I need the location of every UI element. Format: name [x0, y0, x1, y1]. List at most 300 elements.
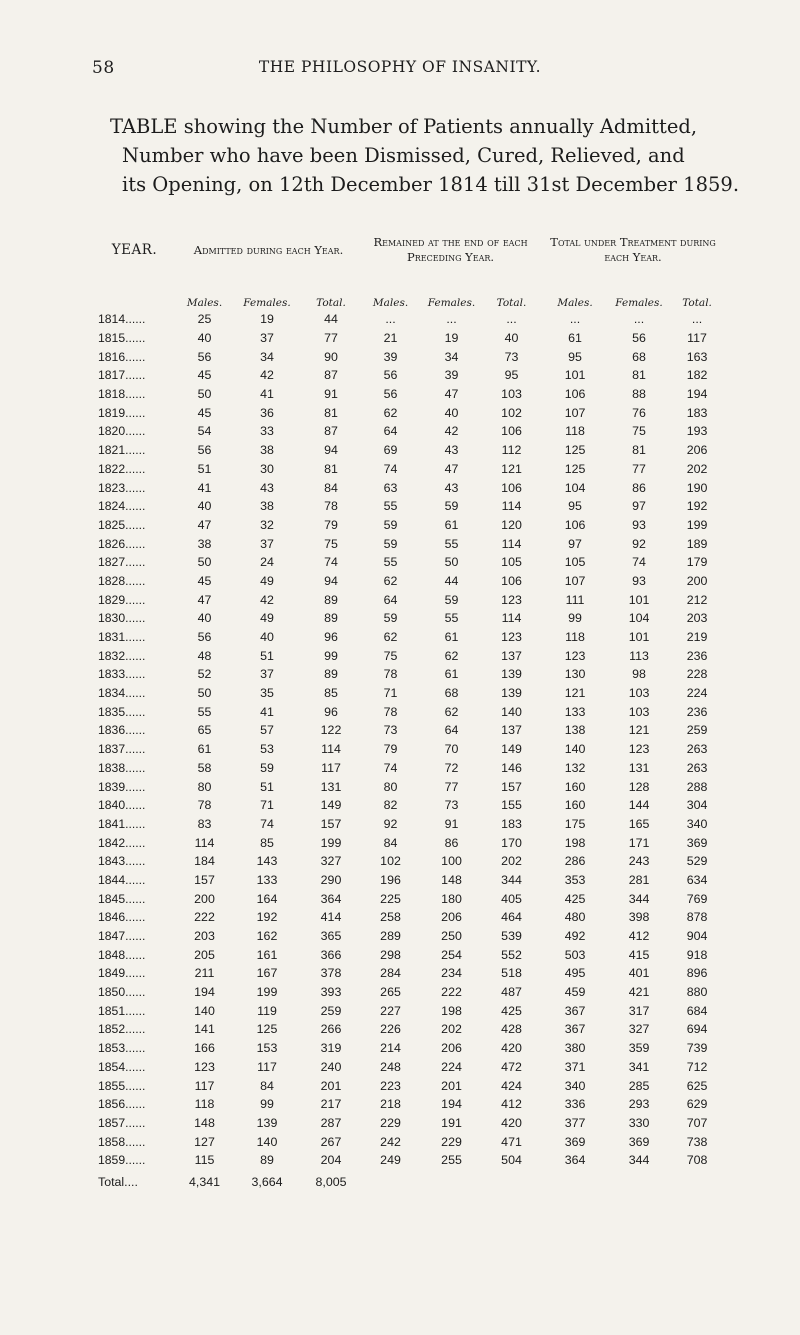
admitted-females-cell: 38 [260, 443, 274, 458]
treatment-total-cell: 369 [686, 835, 708, 850]
treatment-females-cell: 330 [628, 1115, 650, 1130]
table-row [92, 1151, 725, 1170]
total-admitted-total-cell: 8,005 [315, 1174, 347, 1189]
table-row [92, 1001, 725, 1020]
year-cell: 1817...... [98, 368, 146, 383]
admitted-total-cell: 44 [324, 312, 338, 327]
remained-females-cell: 50 [444, 555, 459, 570]
subheader-females: Females. [427, 297, 476, 309]
treatment-males-cell: 95 [568, 349, 582, 364]
year-cell: 1819...... [98, 405, 146, 420]
admitted-total-cell: 91 [324, 387, 338, 402]
table-row [92, 1058, 725, 1077]
treatment-males-cell: 160 [564, 779, 586, 794]
treatment-females-cell: 369 [628, 1134, 650, 1149]
admitted-total-cell: 199 [320, 835, 342, 850]
treatment-females-cell: 77 [632, 461, 646, 476]
admitted-males-cell: 56 [197, 349, 212, 364]
treatment-males-cell: 106 [564, 387, 586, 402]
remained-total-cell: 155 [501, 798, 522, 813]
treatment-males-cell: 160 [564, 798, 586, 813]
year-cell: 1830...... [98, 611, 146, 626]
treatment-total-cell: 769 [686, 891, 708, 906]
treatment-females-cell: 327 [628, 1022, 650, 1037]
admitted-total-cell: 287 [320, 1115, 342, 1130]
year-cell: 1847...... [98, 929, 146, 944]
table-row [92, 983, 725, 1002]
treatment-total-cell: 878 [686, 910, 708, 925]
treatment-total-cell: 904 [686, 929, 708, 944]
remained-total-cell: 105 [501, 555, 522, 570]
admitted-females-cell: 37 [260, 331, 274, 346]
remained-total-cell: ... [506, 312, 517, 327]
treatment-total-cell: 117 [687, 331, 707, 346]
treatment-females-cell: 123 [628, 742, 650, 757]
table-header-row [92, 204, 725, 296]
admitted-females-cell: 153 [256, 1041, 278, 1056]
table-body [92, 310, 725, 1194]
treatment-total-cell: 304 [686, 798, 708, 813]
remained-females-cell: 59 [444, 592, 459, 607]
remained-males-cell: 78 [383, 667, 398, 682]
remained-total-cell: 95 [504, 368, 519, 383]
treatment-males-cell: 107 [564, 573, 586, 588]
remained-males-cell: ... [385, 312, 396, 327]
remained-total-cell: 137 [501, 648, 522, 663]
admitted-females-cell: 32 [260, 517, 274, 532]
admitted-females-cell: 51 [260, 648, 274, 663]
remained-males-cell: 229 [380, 1115, 401, 1130]
admitted-females-cell: 125 [256, 1022, 278, 1037]
table-row [92, 1039, 725, 1058]
total-remained-females-cell [421, 1170, 482, 1194]
remained-total-cell: 472 [501, 1059, 522, 1074]
admitted-males-cell: 80 [197, 779, 212, 794]
remained-females-cell: 201 [441, 1078, 462, 1093]
remained-total-cell: 471 [501, 1134, 522, 1149]
table-row [92, 964, 725, 983]
subheader-males: Males. [372, 297, 409, 309]
treatment-total-cell: 224 [686, 686, 708, 701]
year-cell: 1837...... [98, 742, 146, 757]
treatment-males-cell: 367 [564, 1003, 586, 1018]
year-cell: 1831...... [98, 630, 146, 645]
admitted-total-cell: 89 [324, 667, 338, 682]
treatment-females-cell: 341 [628, 1059, 650, 1074]
admitted-males-cell: 41 [197, 480, 212, 495]
table-row [92, 497, 725, 516]
treatment-females-cell: 144 [628, 798, 650, 813]
table-row [92, 572, 725, 591]
year-cell: 1827...... [98, 555, 146, 570]
remained-females-cell: 68 [444, 686, 459, 701]
admitted-females-cell: 36 [260, 405, 274, 420]
remained-females-cell: 100 [441, 854, 462, 869]
remained-females-cell: 250 [441, 929, 462, 944]
remained-males-cell: 79 [383, 742, 398, 757]
remained-header: Remained at the end of each Preceding Year. [373, 235, 528, 264]
remained-males-cell: 75 [383, 648, 398, 663]
remained-males-cell: 289 [380, 929, 401, 944]
admitted-total-cell: 365 [320, 929, 342, 944]
treatment-males-cell: 369 [564, 1134, 586, 1149]
admitted-males-cell: 200 [194, 891, 215, 906]
table-row [92, 796, 725, 815]
subheader-total: Total. [496, 297, 527, 309]
treatment-females-cell: 415 [628, 947, 650, 962]
subheader-females: Females. [243, 297, 291, 309]
treatment-males-cell: 121 [564, 686, 586, 701]
table-row [92, 777, 725, 796]
remained-females-cell: 42 [444, 424, 459, 439]
remained-males-cell: 298 [380, 947, 401, 962]
treatment-females-cell: 344 [628, 1153, 650, 1168]
treatment-females-cell: 74 [632, 555, 646, 570]
remained-males-cell: 64 [383, 592, 398, 607]
remained-total-cell: 170 [501, 835, 522, 850]
remained-total-cell: 425 [501, 1003, 522, 1018]
admitted-total-cell: 84 [324, 480, 338, 495]
admitted-males-cell: 58 [197, 760, 212, 775]
treatment-males-cell: 503 [564, 947, 586, 962]
treatment-males-cell: 97 [568, 536, 582, 551]
admitted-total-cell: 96 [324, 704, 338, 719]
table-row [92, 385, 725, 404]
admitted-total-cell: 99 [324, 648, 338, 663]
table-row [92, 833, 725, 852]
treatment-males-cell: 353 [564, 872, 586, 887]
treatment-females-cell: 421 [628, 985, 650, 1000]
table-row [92, 945, 725, 964]
treatment-males-cell: 140 [564, 742, 586, 757]
remained-females-cell: 43 [444, 480, 459, 495]
year-cell: 1855...... [98, 1078, 146, 1093]
admitted-males-cell: 50 [197, 555, 212, 570]
treatment-total-cell: 263 [686, 760, 708, 775]
remained-females-cell: 19 [444, 331, 459, 346]
admitted-males-cell: 40 [197, 611, 212, 626]
remained-males-cell: 56 [383, 368, 398, 383]
admitted-females-cell: 133 [256, 872, 278, 887]
admitted-total-cell: 131 [320, 779, 342, 794]
treatment-males-cell: 340 [564, 1078, 586, 1093]
admitted-males-cell: 25 [197, 312, 212, 327]
year-cell: 1822...... [98, 461, 146, 476]
remained-total-cell: 487 [501, 985, 522, 1000]
treatment-males-cell: 495 [564, 966, 586, 981]
treatment-females-cell: 93 [632, 573, 646, 588]
admitted-males-cell: 184 [194, 854, 215, 869]
year-cell: 1823...... [98, 480, 146, 495]
admitted-females-cell: 41 [260, 387, 274, 402]
table-row [92, 478, 725, 497]
table-row [92, 347, 725, 366]
year-cell: 1856...... [98, 1097, 146, 1112]
treatment-females-cell: 81 [632, 368, 646, 383]
admitted-males-cell: 40 [197, 499, 212, 514]
treatment-females-cell: 285 [628, 1078, 650, 1093]
remained-total-cell: 123 [501, 630, 522, 645]
remained-females-cell: 191 [441, 1115, 462, 1130]
admitted-total-cell: 96 [324, 630, 338, 645]
treatment-total-cell: 880 [686, 985, 708, 1000]
remained-females-cell: 148 [441, 872, 462, 887]
admitted-females-cell: 34 [260, 349, 274, 364]
table-row [92, 628, 725, 647]
year-cell: 1851...... [98, 1003, 146, 1018]
total-remained-total-cell [482, 1170, 541, 1194]
remained-females-cell: 180 [441, 891, 462, 906]
admitted-total-cell: 364 [320, 891, 342, 906]
remained-males-cell: 78 [383, 704, 398, 719]
treatment-females-cell: 359 [628, 1041, 650, 1056]
treatment-total-cell: ... [691, 312, 703, 327]
remained-males-cell: 62 [383, 573, 398, 588]
remained-total-cell: 114 [501, 611, 522, 626]
admitted-total-cell: 414 [320, 910, 342, 925]
admitted-males-cell: 148 [194, 1115, 215, 1130]
treatment-males-cell: 425 [564, 891, 586, 906]
admitted-total-cell: 366 [320, 947, 342, 962]
treatment-females-cell: 97 [632, 499, 646, 514]
remained-total-cell: 102 [501, 405, 522, 420]
treatment-females-cell: 281 [628, 872, 650, 887]
admitted-total-cell: 201 [320, 1078, 342, 1093]
treatment-males-cell: 364 [564, 1153, 586, 1168]
treatment-females-cell: 98 [632, 667, 646, 682]
remained-total-cell: 120 [501, 517, 522, 532]
remained-females-cell: 44 [444, 573, 459, 588]
table-row [92, 908, 725, 927]
treatment-females-cell: 76 [632, 405, 646, 420]
table-row [92, 927, 725, 946]
remained-males-cell: 284 [380, 966, 401, 981]
admitted-males-cell: 45 [197, 573, 212, 588]
remained-total-cell: 183 [501, 816, 522, 831]
remained-females-cell: 198 [441, 1003, 462, 1018]
admitted-females-cell: 33 [260, 424, 274, 439]
remained-males-cell: 56 [383, 387, 398, 402]
admitted-total-cell: 89 [324, 592, 338, 607]
treatment-males-cell: 138 [564, 723, 586, 738]
remained-total-cell: 139 [501, 686, 522, 701]
treatment-males-cell: 459 [564, 985, 586, 1000]
admitted-females-cell: 38 [260, 499, 274, 514]
remained-females-cell: ... [446, 312, 457, 327]
treatment-total-cell: 634 [686, 872, 708, 887]
admitted-females-cell: 139 [256, 1115, 278, 1130]
admitted-females-cell: 71 [260, 798, 274, 813]
treatment-total-cell: 259 [686, 723, 708, 738]
table-row [92, 590, 725, 609]
table-row [92, 740, 725, 759]
admitted-total-cell: 117 [321, 760, 341, 775]
remained-females-cell: 70 [444, 742, 459, 757]
admitted-males-cell: 61 [197, 742, 212, 757]
remained-males-cell: 64 [383, 424, 398, 439]
year-cell: 1842...... [98, 835, 146, 850]
admitted-males-cell: 123 [194, 1059, 215, 1074]
treatment-males-cell: 107 [564, 405, 586, 420]
table-row [92, 684, 725, 703]
year-cell: 1835...... [98, 704, 146, 719]
treatment-total-cell: 183 [686, 405, 708, 420]
table-row [92, 609, 725, 628]
admitted-females-cell: 140 [256, 1134, 278, 1149]
remained-females-cell: 255 [441, 1153, 462, 1168]
remained-females-cell: 62 [444, 704, 459, 719]
title-line-2: Number who have been Dismissed, Cured, Relieved, and [122, 144, 685, 167]
treatment-females-cell: 401 [628, 966, 650, 981]
remained-males-cell: 227 [380, 1003, 401, 1018]
remained-females-cell: 234 [441, 966, 462, 981]
treatment-females-cell: ... [633, 312, 645, 327]
admitted-total-cell: 327 [320, 854, 342, 869]
admitted-males-cell: 51 [197, 461, 212, 476]
treatment-total-cell: 739 [686, 1041, 708, 1056]
admitted-females-cell: 74 [260, 816, 274, 831]
treatment-total-cell: 203 [686, 611, 708, 626]
remained-males-cell: 69 [383, 443, 398, 458]
table-row [92, 815, 725, 834]
remained-females-cell: 61 [444, 630, 459, 645]
treatment-males-cell: 198 [564, 835, 586, 850]
treatment-males-cell: 130 [564, 667, 586, 682]
remained-males-cell: 226 [380, 1022, 401, 1037]
admitted-total-cell: 157 [320, 816, 342, 831]
remained-total-cell: 420 [501, 1041, 522, 1056]
year-cell: 1829...... [98, 592, 146, 607]
treatment-females-cell: 104 [628, 611, 650, 626]
subheader-total: Total. [682, 297, 712, 309]
admitted-females-cell: 164 [256, 891, 278, 906]
subheader-males: Males. [186, 297, 223, 309]
year-cell: 1821...... [98, 443, 146, 458]
year-cell: 1818...... [98, 387, 146, 402]
table-title [110, 112, 742, 199]
admitted-males-cell: 118 [194, 1097, 215, 1112]
treatment-total-cell: 163 [686, 349, 708, 364]
remained-total-cell: 344 [501, 872, 522, 887]
treatment-females-cell: 131 [628, 760, 650, 775]
admitted-females-cell: 143 [256, 854, 278, 869]
table-row [92, 1020, 725, 1039]
treatment-females-cell: 121 [628, 723, 650, 738]
remained-females-cell: 229 [441, 1134, 462, 1149]
admitted-females-cell: 84 [260, 1078, 274, 1093]
treatment-males-cell: 125 [564, 461, 586, 476]
treatment-females-cell: 344 [628, 891, 650, 906]
total-admitted-males-cell: 4,341 [188, 1174, 220, 1189]
admitted-males-cell: 38 [197, 536, 212, 551]
admitted-males-cell: 117 [194, 1078, 215, 1093]
admitted-males-cell: 83 [197, 816, 212, 831]
admitted-females-cell: 19 [260, 312, 274, 327]
admitted-males-cell: 45 [197, 405, 212, 420]
remained-females-cell: 224 [441, 1059, 462, 1074]
treatment-total-cell: 228 [686, 667, 708, 682]
treatment-males-cell: 380 [564, 1041, 586, 1056]
admitted-females-cell: 162 [256, 929, 278, 944]
admitted-females-cell: 57 [260, 723, 274, 738]
admitted-header: Admitted during each Year. [193, 242, 344, 257]
year-cell: 1859...... [98, 1153, 146, 1168]
remained-females-cell: 77 [444, 779, 459, 794]
admitted-males-cell: 56 [197, 630, 212, 645]
admitted-males-cell: 47 [197, 517, 212, 532]
treatment-total-cell: 206 [686, 443, 708, 458]
remained-females-cell: 39 [444, 368, 459, 383]
patients-table [92, 204, 725, 1194]
treatment-females-cell: 103 [628, 686, 650, 701]
treatment-males-cell: 175 [564, 816, 586, 831]
treatment-total-cell: 529 [686, 854, 708, 869]
admitted-total-cell: 75 [324, 536, 338, 551]
total-treatment-total-cell [669, 1170, 725, 1194]
year-cell: 1834...... [98, 686, 146, 701]
remained-males-cell: 59 [383, 517, 398, 532]
treatment-females-cell: 113 [629, 648, 649, 663]
treatment-males-cell: 132 [564, 760, 586, 775]
treatment-males-cell: 104 [564, 480, 586, 495]
remained-total-cell: 405 [501, 891, 522, 906]
remained-total-cell: 103 [501, 387, 522, 402]
total-admitted-females-cell: 3,664 [251, 1174, 283, 1189]
admitted-total-cell: 122 [320, 723, 342, 738]
remained-total-cell: 464 [501, 910, 522, 925]
table-row [92, 422, 725, 441]
year-cell: 1838...... [98, 760, 146, 775]
admitted-total-cell: 77 [324, 331, 338, 346]
admitted-total-cell: 85 [324, 686, 338, 701]
admitted-total-cell: 78 [324, 499, 338, 514]
year-cell: 1845...... [98, 891, 146, 906]
admitted-males-cell: 114 [194, 835, 215, 850]
remained-males-cell: 248 [380, 1059, 401, 1074]
remained-total-cell: 114 [501, 536, 522, 551]
admitted-males-cell: 52 [197, 667, 212, 682]
treatment-total-cell: 179 [686, 555, 708, 570]
year-cell: 1840...... [98, 798, 146, 813]
remained-total-cell: 73 [504, 349, 519, 364]
remained-males-cell: 225 [380, 891, 401, 906]
treatment-total-cell: 182 [686, 368, 708, 383]
treatment-females-cell: 317 [628, 1003, 650, 1018]
remained-females-cell: 73 [444, 798, 459, 813]
table-row [92, 1132, 725, 1151]
year-cell: 1853...... [98, 1041, 146, 1056]
treatment-females-cell: 165 [628, 816, 650, 831]
remained-males-cell: 55 [383, 499, 398, 514]
admitted-males-cell: 65 [197, 723, 212, 738]
admitted-total-cell: 90 [324, 349, 338, 364]
remained-females-cell: 254 [441, 947, 462, 962]
admitted-total-cell: 378 [320, 966, 342, 981]
table-row [92, 1095, 725, 1114]
admitted-females-cell: 51 [260, 779, 274, 794]
remained-females-cell: 86 [444, 835, 459, 850]
admitted-females-cell: 42 [260, 368, 274, 383]
treatment-males-cell: 492 [564, 929, 586, 944]
remained-males-cell: 82 [383, 798, 398, 813]
treatment-total-cell: 194 [686, 387, 708, 402]
admitted-males-cell: 205 [194, 947, 215, 962]
table-row [92, 721, 725, 740]
treatment-total-cell: 202 [686, 461, 708, 476]
remained-males-cell: 218 [380, 1097, 401, 1112]
treatment-total-cell: 200 [686, 573, 708, 588]
remained-females-cell: 34 [444, 349, 459, 364]
